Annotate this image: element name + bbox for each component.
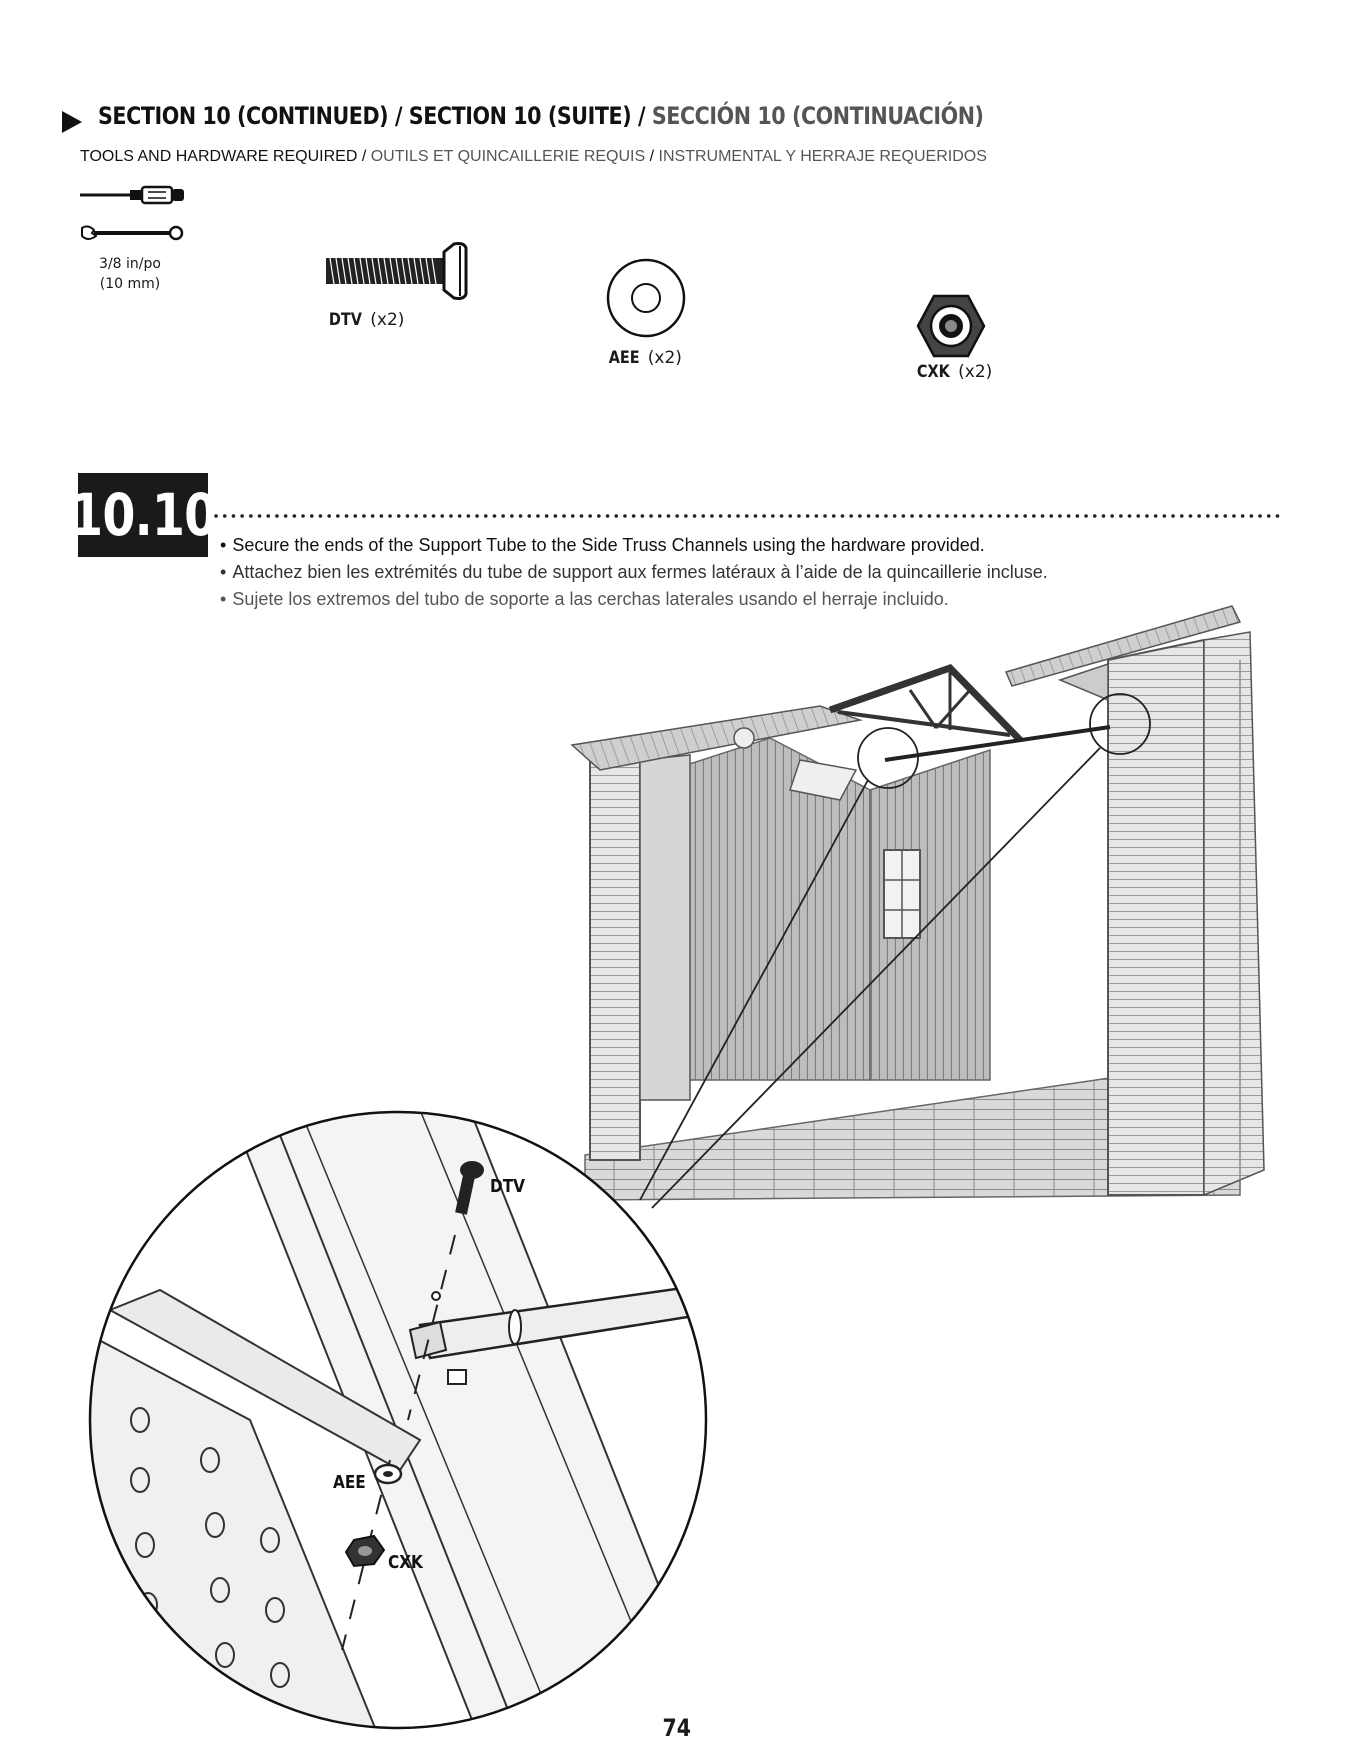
instruction-text: Secure the ends of the Support Tube to the Side Truss Channels using the hardware provided. bbox=[232, 535, 985, 555]
tools-separator: / bbox=[649, 148, 655, 165]
hardware-code: CXK bbox=[916, 362, 950, 382]
callout-label-dtv: DTV bbox=[490, 1176, 525, 1197]
section-title-en: SECTION 10 (CONTINUED) bbox=[98, 102, 389, 130]
section-title-es: SECCIÓN 10 (CONTINUACIÓN) bbox=[651, 102, 984, 130]
tools-heading-es: INSTRUMENTAL Y HERRAJE REQUERIDOS bbox=[658, 148, 987, 165]
hardware-code: DTV bbox=[328, 310, 362, 330]
bullet: • bbox=[220, 535, 227, 555]
tools-separator: / bbox=[361, 148, 367, 165]
support-truss bbox=[830, 668, 1020, 740]
callout-label-cxk: CXK bbox=[388, 1552, 423, 1573]
hardware-qty: (x2) bbox=[370, 310, 405, 330]
detail-washer-icon bbox=[375, 1465, 401, 1483]
tools-heading-en: TOOLS AND HARDWARE REQUIRED bbox=[80, 148, 358, 165]
shed-left-wall bbox=[590, 755, 690, 1160]
page-number: 74 bbox=[662, 1714, 691, 1742]
vent-icon bbox=[734, 728, 754, 748]
wrench-size-imperial: 3/8 in/po bbox=[99, 256, 161, 272]
instruction-text: Attachez bien les extrémités du tube de support aux fermes latéraux à l’aide de la quincaillerie incluse. bbox=[232, 562, 1048, 582]
instruction-text: Sujete los extremos del tubo de soporte a las cerchas laterales usando el herraje incluido. bbox=[232, 589, 949, 609]
tools-heading-fr: OUTILS ET QUINCAILLERIE REQUIS bbox=[370, 148, 646, 165]
title-separator: / bbox=[637, 102, 646, 130]
bullet: • bbox=[220, 562, 227, 582]
wrench-size-metric: (10 mm) bbox=[99, 276, 161, 292]
callout-label-aee: AEE bbox=[333, 1472, 366, 1493]
hardware-qty: (x2) bbox=[958, 362, 993, 382]
title-separator: / bbox=[394, 102, 403, 130]
shed-right-wall bbox=[1108, 632, 1264, 1195]
bullet: • bbox=[220, 589, 227, 609]
shed-back-wall bbox=[640, 738, 990, 1080]
section-title-fr: SECTION 10 (SUITE) bbox=[408, 102, 632, 130]
hardware-qty: (x2) bbox=[647, 348, 682, 368]
step-number: 10.10 bbox=[69, 481, 217, 549]
hardware-code: AEE bbox=[608, 348, 640, 368]
